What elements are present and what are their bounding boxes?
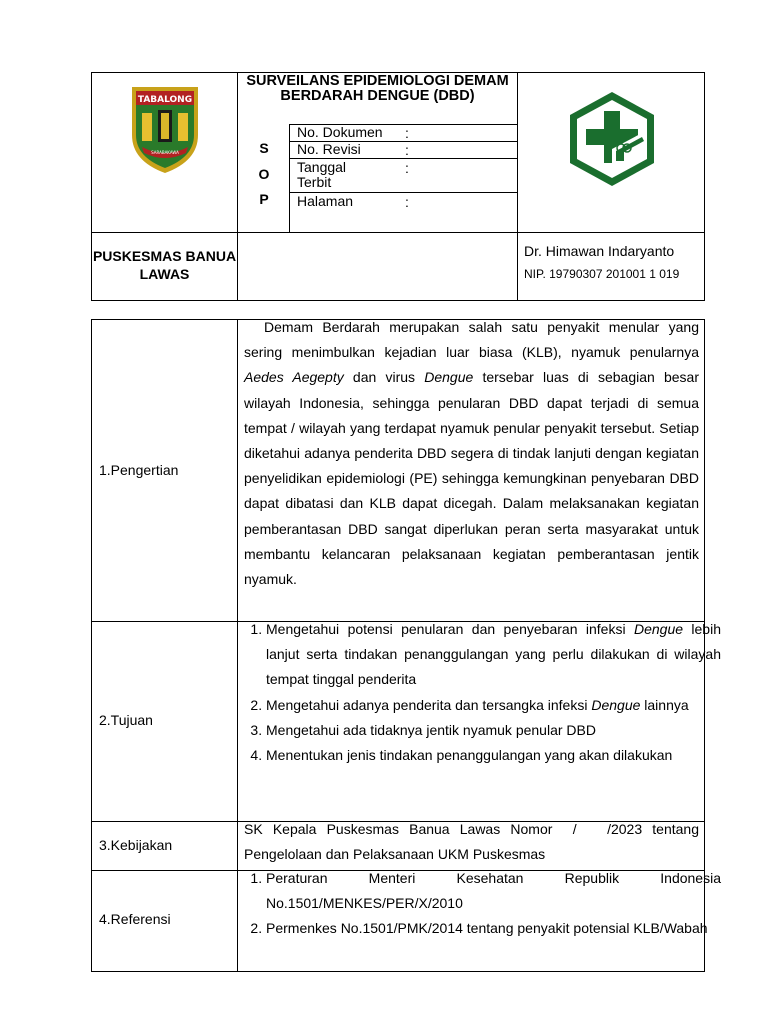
meta-label-tanggal-terbit: Tanggal Terbit <box>297 159 347 190</box>
text-part: dan virus <box>343 369 425 386</box>
meta-colon: : <box>405 194 409 210</box>
italic-term: Aedes Aegepty <box>244 369 344 386</box>
section-label-referensi: 4.Referensi <box>99 911 171 927</box>
list-item: 3. Mengetahui ada tidaknya jentik nyamuk penular DBD <box>266 718 721 743</box>
sop-header-table <box>91 72 705 301</box>
divider <box>237 320 238 971</box>
signer-name: Dr. Himawan Indaryanto <box>524 243 675 259</box>
divider <box>237 73 238 300</box>
list-item: 2. Permenkes No.1501/PMK/2014 tentang penyakit potensial KLB/Wabah <box>266 916 721 941</box>
sop-letter: S <box>259 140 269 156</box>
list-item: 1. Peraturan Menteri Kesehatan Republik Indonesia No.1501/MENKES/PER/X/2010 <box>266 866 721 916</box>
section-label-pengertian: 1.Pengertian <box>99 462 179 478</box>
section-label-tujuan: 2.Tujuan <box>99 712 153 728</box>
tabalong-emblem-logo <box>128 83 202 175</box>
tujuan-list <box>244 617 721 768</box>
divider <box>517 73 518 300</box>
meta-colon: : <box>405 142 409 158</box>
list-item: 4. Menentukan jenis tindakan penanggulangan yang akan dilakukan <box>266 743 721 768</box>
signer-nip: NIP. 19790307 201001 1 019 <box>524 267 680 281</box>
list-item: 1. Mengetahui potensi penularan dan penyebaran infeksi Dengue lebih lanjut serta tindakan penanggulangan yang perlu dilakukan di wilayah tempat tinggal penderita <box>266 617 721 693</box>
text-part: Demam Berdarah merupakan salah satu penyakit menular yang sering menimbulkan kejadian luar biasa (KLB), nyamuk penularnya <box>244 319 699 361</box>
kebijakan-text: SK Kepala Puskesmas Banua Lawas Nomor / /2023 tentang Pengelolaan dan Pelaksanaan UKM Puskesmas <box>244 821 703 863</box>
emblem-text: TABALONG <box>137 95 193 105</box>
section-label-kebijakan: 3.Kebijakan <box>99 837 173 853</box>
meta-label-halaman: Halaman <box>297 193 354 209</box>
list-item: 2. Mengetahui adanya penderita dan tersangka infeksi Dengue lainnya <box>266 693 721 718</box>
pengertian-text <box>244 315 699 592</box>
text-part: tersebar luas di sebagian besar wilayah Indonesia, sehingga penularan DBD dapat terjadi di semua tempat / wilayah yang terdapat nyamuk penular penyakit tersebut. Setiap diketahui adanya penderita DBD segera di tindak lanjuti dengan kegiatan penyelidikan epidemiologi (PE) sehingga kemungkinan penyebaran DBD dapat dibatasi dan KLB dapat dicegah. Dalam melaksanakan kegiatan pemberantasan DBD sangat diperlukan peran serta masyarakat untuk membantu kelancaran pelaksanaan kegiatan pemberantasan jentik nyamuk. <box>244 369 699 588</box>
emblem-banner-text: SARABAKAWA <box>151 150 179 155</box>
sop-letter: P <box>259 191 269 207</box>
italic-term: Dengue <box>424 369 474 386</box>
meta-label-no-dokumen: No. Dokumen <box>297 124 383 140</box>
meta-colon: : <box>405 160 409 176</box>
referensi-list <box>244 866 721 942</box>
puskesmas-logo <box>566 89 658 189</box>
sop-letter: O <box>258 166 270 182</box>
organization-name: PUSKESMAS BANUA LAWAS <box>92 248 237 282</box>
document-title: SURVEILANS EPIDEMIOLOGI DEMAM BERDARAH DENGUE (DBD) <box>246 73 509 104</box>
sop-content-table <box>91 319 721 972</box>
meta-colon: : <box>405 125 409 141</box>
meta-label-no-revisi: No. Revisi <box>297 141 361 157</box>
